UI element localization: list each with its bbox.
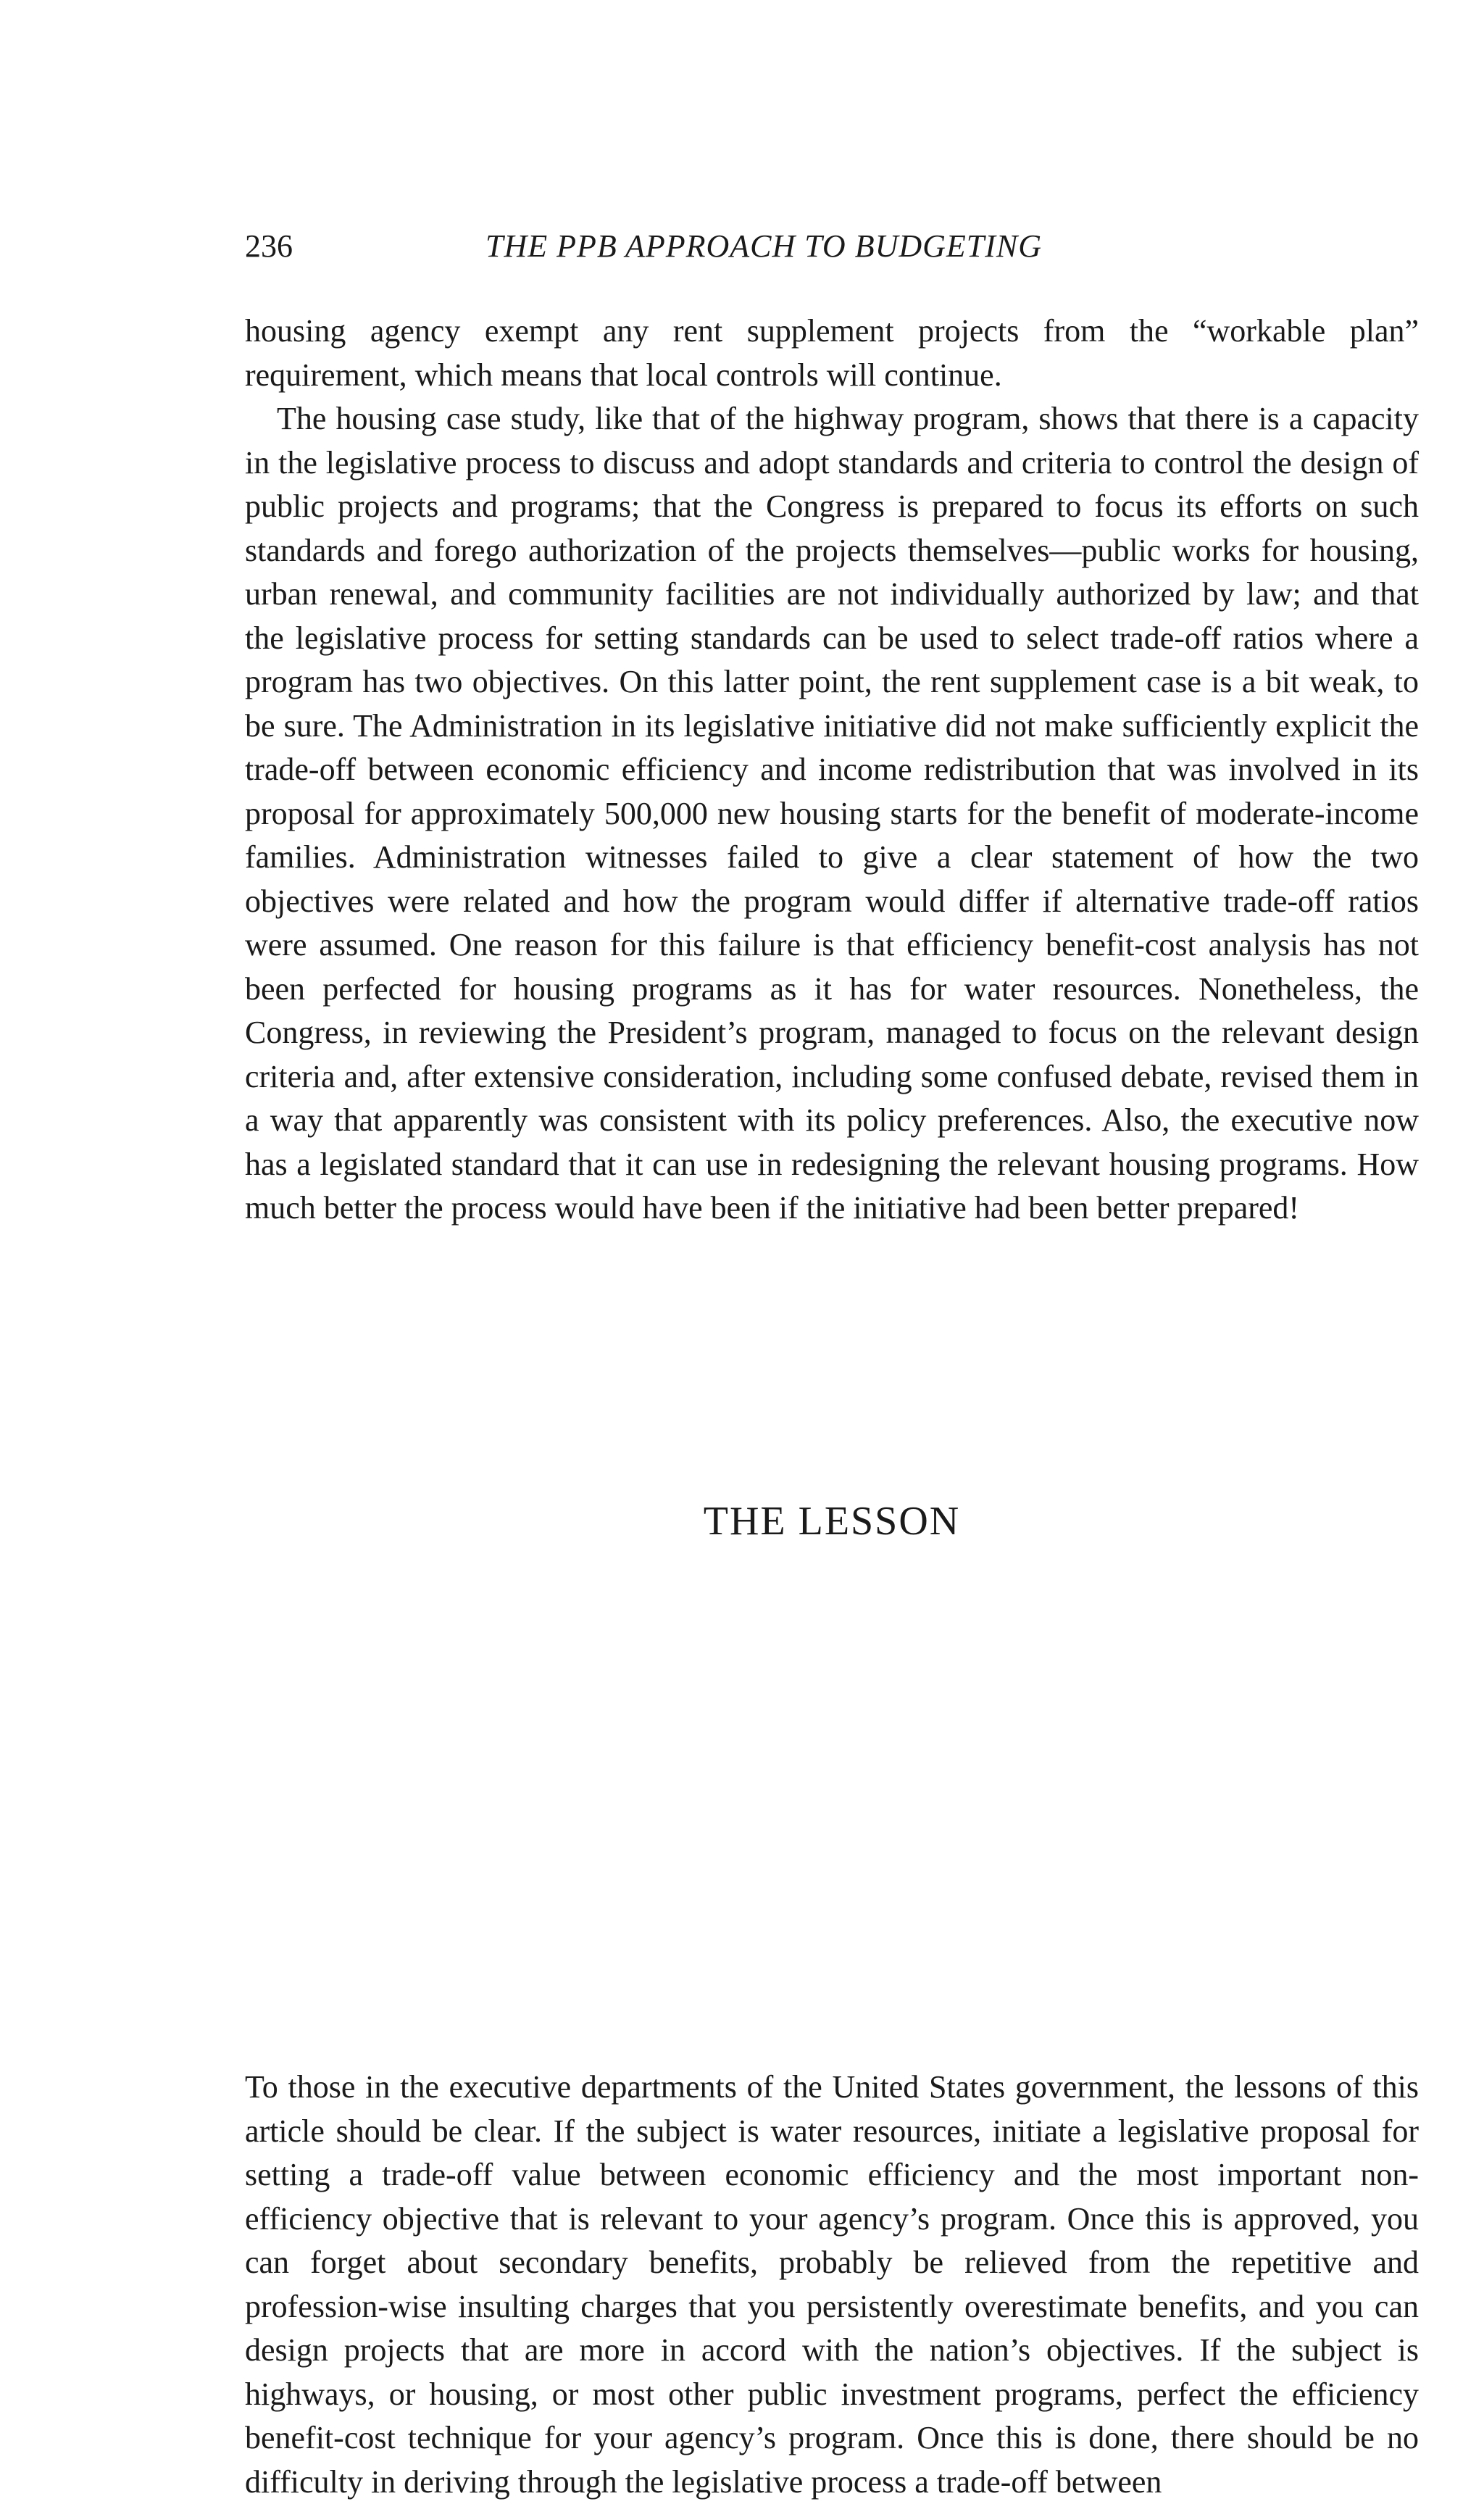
paragraph-continuation: housing agency exempt any rent supplement projects from the “workable plan” requirement, which means that local controls will continue. <box>245 313 1419 393</box>
section-heading: THE LESSON <box>703 1499 961 1544</box>
running-title: THE PPB APPROACH TO BUDGETING <box>485 228 1043 264</box>
paragraph-lesson: To those in the executive departments of the United States government, the lessons of this article should be clear. If the subject is water resources, initiate a legislative proposal for setting a trade-off value between economic efficiency and the most important non-efficiency objective that is relevant to your agency’s program. Once this is approved, you can forget about secondary benefits, probably be relieved from the repetitive and profession-wise insulting charges that you persistently overestimate benefits, and you can design projects that are more in accord with the nation’s objectives. If the subject is highways, or housing, or most other public investment programs, perfect the efficiency benefit-cost technique for your agency’s program. Once this is done, there should be no difficulty in deriving through the legislative process a trade-off between <box>245 2069 1419 2500</box>
section-text-block <box>245 2066 1419 2504</box>
main-text-block <box>245 309 1419 1231</box>
paragraph-housing-case-study: The housing case study, like that of the highway program, shows that there is a capacity in the legislative process to discuss and adopt standards and criteria to control the design of public projects and programs; that the Congress is prepared to focus its efforts on such standards and forego authorization of the projects themselves—public works for housing, urban renewal, and community facilities are not individually authorized by law; and that the legislative process for setting standards can be used to select trade-off ratios where a program has two objectives. On this latter point, the rent supplement case is a bit weak, to be sure. The Administration in its legislative initiative did not make sufficiently explicit the trade-off between economic efficiency and income redistribution that was involved in its proposal for approximately 500,000 new housing starts for the benefit of moderate-income families. Administration witnesses failed to give a clear statement of how the two objectives were related and how the program would differ if alternative trade-off ratios were assumed. One reason for this failure is that efficiency benefit-cost analysis has not been perfected for housing programs as it has for water resources. Nonetheless, the Congress, in reviewing the President’s program, managed to focus on the relevant design criteria and, after extensive consideration, including some confused debate, revised them in a way that apparently was consistent with its policy preferences. Also, the executive now has a legislated standard that it can use in redesigning the relevant housing programs. How much better the process would have been if the initiative had been better prepared! <box>245 401 1419 1226</box>
page-number: 236 <box>245 228 293 264</box>
page-header <box>245 225 1419 268</box>
